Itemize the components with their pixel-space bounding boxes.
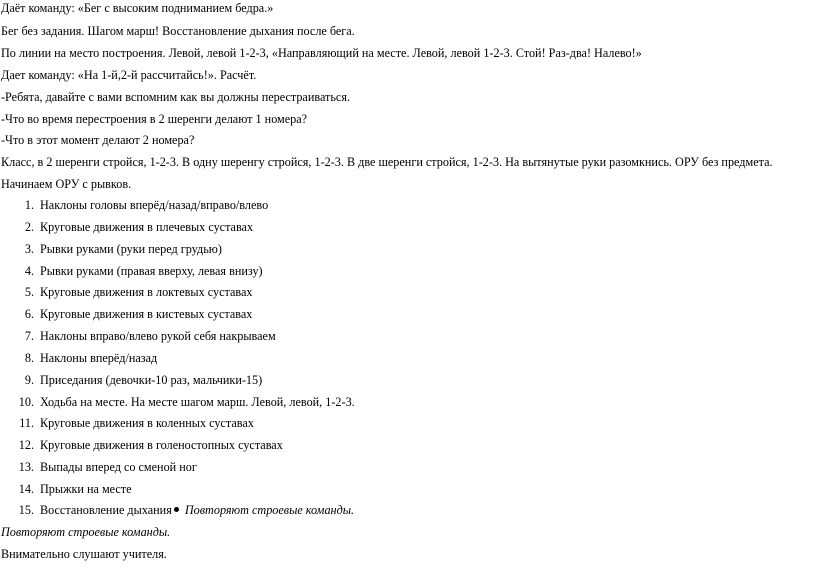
paragraph-start-exercises: Начинаем ОРУ с рывков. [1,177,132,191]
list-text: Круговые движения в коленных суставах [40,416,254,430]
list-number: 11. [19,416,34,430]
paragraph-question-1: -Что во время перестроения в 2 шеренги делают 1 номера? [1,112,308,126]
list-number: 3. [24,242,34,256]
paragraph-formation: По линии на место построения. Левой, левой 1-2-3, «Направляющий на месте. Левой, левой 1-2-3. Стой! Раз-два! Налево!» [1,46,642,60]
list-text: Наклоны вправо/влево рукой себя накрываем [40,329,276,343]
list-number: 9. [24,373,34,387]
paragraph-count-off: Дает команду: «На 1-й,2-й рассчитайсь!». Расчёт. [1,68,257,82]
list-number: 12. [18,438,34,452]
paragraph-question-2: -Что в этот момент делают 2 номера? [1,133,195,147]
paragraph-question-intro: -Ребята, давайте с вами вспомним как вы должны перестраиваться. [1,90,350,104]
list-text: Наклоны вперёд/назад [40,351,158,365]
paragraph-repeat-commands: Повторяют строевые команды. [1,525,171,539]
list-text: Круговые движения в локтевых суставах [40,285,253,299]
list-text: Рывки руками (правая вверху, левая внизу) [40,264,263,278]
list-text: Восстановление дыхания [40,503,172,517]
list-text-with-tail [40,503,354,518]
list-number: 10. [18,395,34,409]
list-text: Круговые движения в плечевых суставах [40,220,254,234]
list-number: 13. [18,460,34,474]
italic-tail-text: Повторяют строевые команды. [184,503,355,517]
list-text: Круговые движения в кистевых суставах [40,307,253,321]
paragraph-listen-teacher: Внимательно слушают учителя. [1,547,167,561]
list-text: Круговые движения в голеностопных суставах [40,438,283,452]
list-text: Выпады вперед со сменой ног [40,460,197,474]
list-number: 1. [24,198,34,212]
paragraph-command-high-knees: Даёт команду: «Бег с высоким подниманием бедра.» [1,1,274,15]
list-number: 2. [24,220,34,234]
paragraph-ranks: Класс, в 2 шеренги стройся, 1-2-3. В одну шеренгу стройся, 1-2-3. В две шеренги стройся, 1-2-3. На вытянутые руки разомкнись. ОРУ без предмета. [1,155,773,169]
list-number: 7. [24,329,34,343]
list-text: Прыжки на месте [40,482,132,496]
list-number: 4. [24,264,34,278]
list-text: Наклоны головы вперёд/назад/вправо/влево [40,198,269,212]
list-number: 6. [24,307,34,321]
paragraph-walk: Бег без задания. Шагом марш! Восстановление дыхания после бега. [1,24,355,38]
list-number: 14. [18,482,34,496]
list-text: Рывки руками (руки перед грудью) [40,242,222,256]
list-number: 15. [18,503,34,517]
list-number: 8. [24,351,34,365]
bullet-icon [174,507,179,512]
list-text: Ходьба на месте. На месте шагом марш. Левой, левой, 1-2-3. [40,395,355,409]
list-text: Приседания (девочки-10 раз, мальчики-15) [40,373,263,387]
list-number: 5. [24,285,34,299]
